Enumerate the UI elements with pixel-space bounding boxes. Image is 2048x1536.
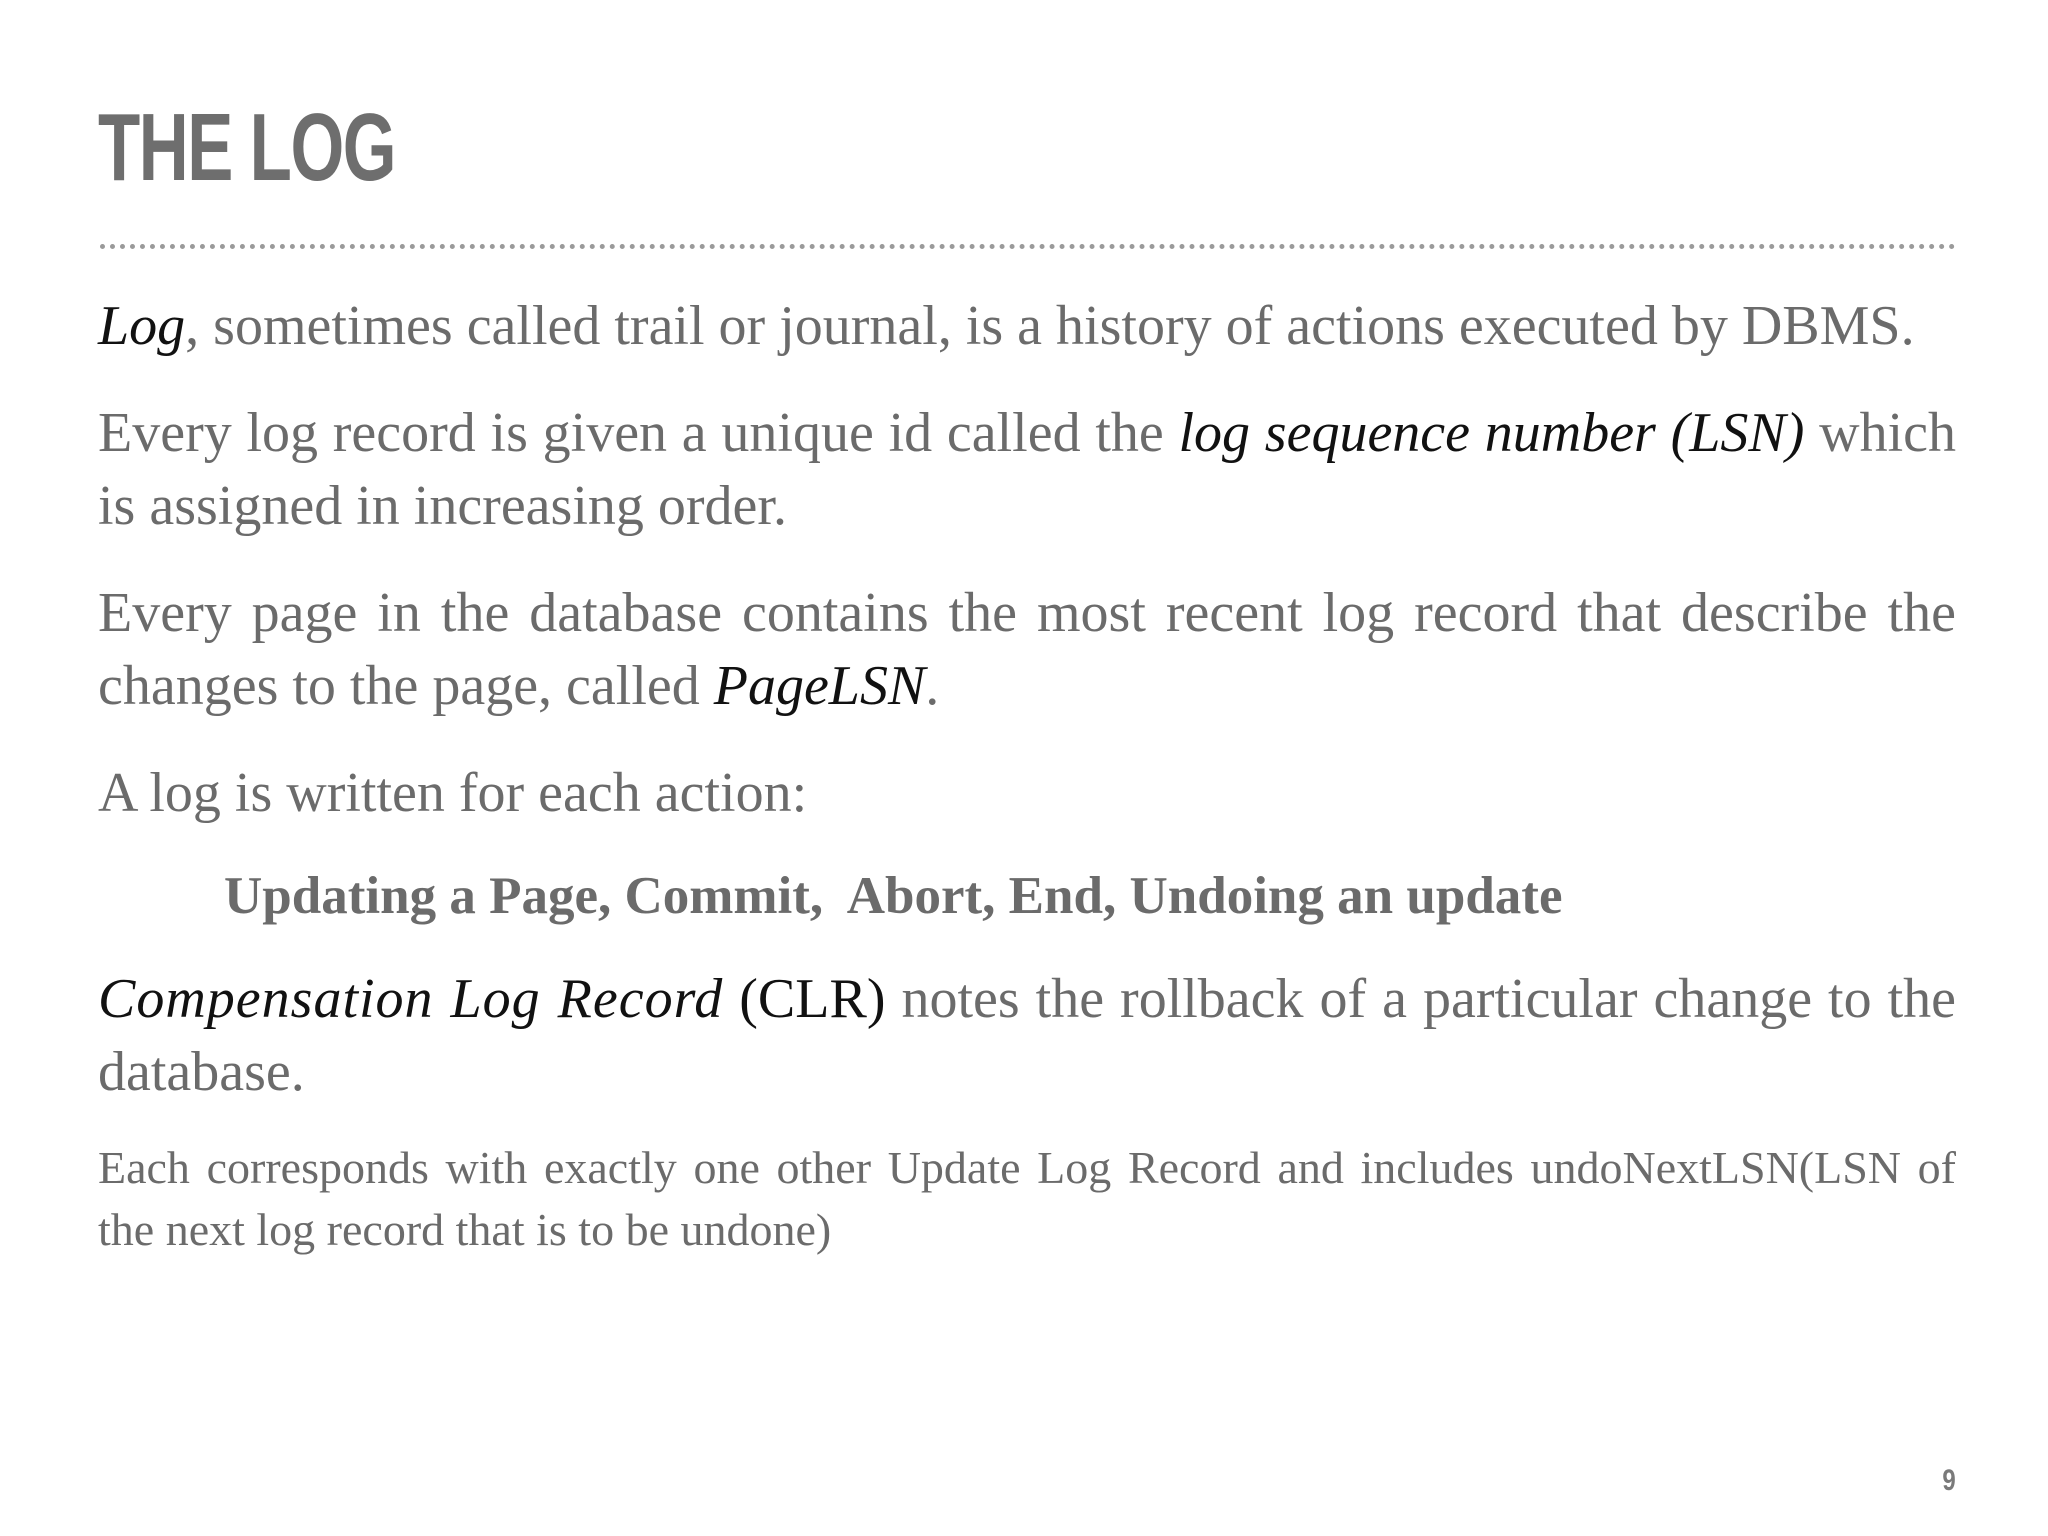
term-clr: Compensation Log Record [98, 968, 724, 1030]
term-lsn: log sequence number (LSN) [1178, 402, 1805, 464]
slide-title: THE LOG [98, 94, 396, 201]
pagelsn-text-before: Every page in the database contains the most recent log record that describe the changes to the page, called [98, 582, 1956, 717]
lsn-text-after: which is assigned in increasing order. [98, 402, 1957, 537]
paragraph-log-actions-intro: A log is written for each action: [98, 762, 808, 824]
paragraph-lsn [98, 397, 1956, 543]
log-definition-text: , sometimes called trail or journal, is a history of actions executed by DBMS. [185, 295, 1915, 357]
clr-abbreviation: (CLR) [723, 968, 886, 1030]
clr-text-after: notes the rollback of a particular change to the database. [98, 968, 1956, 1103]
lsn-text-before: Every log record is given a unique id called the [98, 402, 1179, 464]
slide-body [98, 290, 1956, 1261]
page-number: 9 [1942, 1464, 1956, 1497]
paragraph-clr-note: Each corresponds with exactly one other Update Log Record and includes undoNextLSN(LSN of the next log record that is to be undone) [98, 1142, 1956, 1255]
paragraph-pagelsn [98, 577, 1956, 723]
title-divider [100, 244, 1956, 249]
log-actions-list: Updating a Page, Commit, Abort, End, Undoing an update [224, 867, 1563, 925]
pagelsn-text-after: . [925, 655, 940, 717]
term-log: Log [98, 295, 186, 357]
paragraph-log-definition [98, 290, 1956, 363]
term-pagelsn: PageLSN [713, 655, 926, 717]
paragraph-clr [98, 963, 1956, 1109]
